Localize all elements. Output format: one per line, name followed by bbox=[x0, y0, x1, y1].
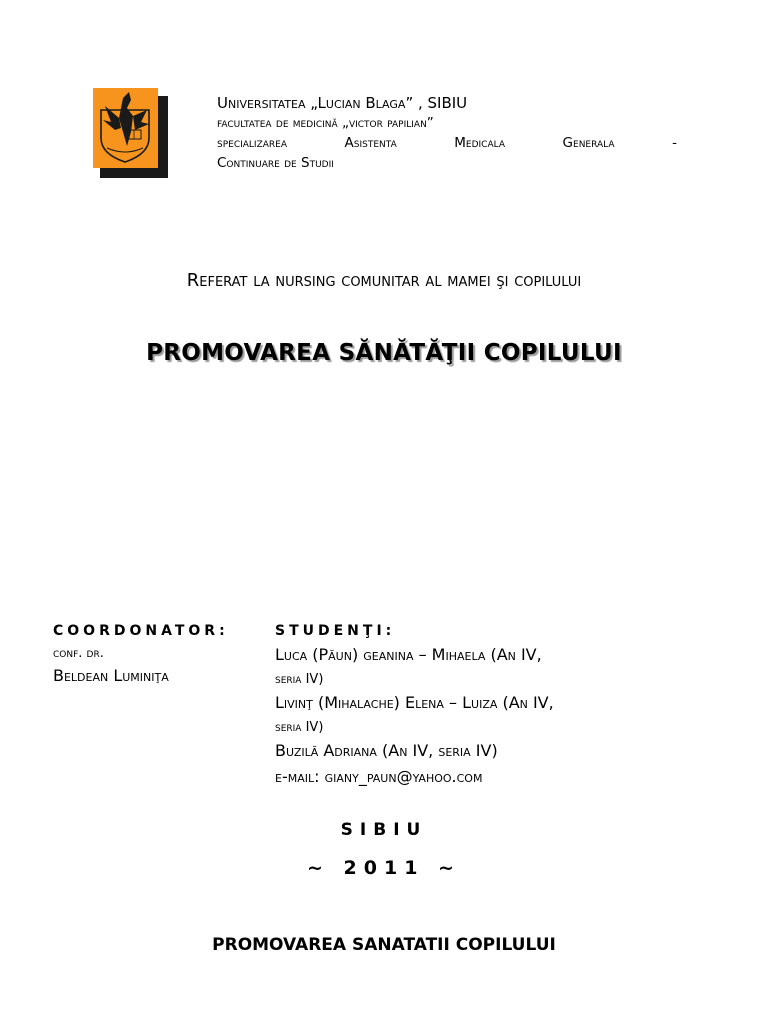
student-2-line-2: seria IV) bbox=[275, 720, 324, 735]
coordinator-name: Beldean Luminiţa bbox=[53, 666, 169, 685]
student-3: Buzilă Adriana (An IV, seria IV) bbox=[275, 741, 498, 760]
footer-title: PROMOVAREA SANATATII COPILULUI bbox=[212, 935, 556, 955]
student-1-line-2: seria IV) bbox=[275, 672, 324, 687]
coordinator-title: conf. dr. bbox=[53, 646, 104, 661]
students-label: STUDENŢI: bbox=[275, 623, 396, 639]
faculty-name: facultatea de medicină „victor papilian” bbox=[217, 115, 434, 131]
specialization-word-3: Medicala bbox=[454, 135, 506, 151]
specialization-word-1: specializarea bbox=[217, 135, 288, 151]
university-logo bbox=[93, 88, 158, 168]
specialization-word-5: - bbox=[672, 135, 677, 151]
city: SIBIU bbox=[340, 820, 428, 840]
contact-email: e-mail: giany_paun@yahoo.com bbox=[275, 767, 483, 786]
specialization-line bbox=[217, 134, 677, 153]
university-name: Universitatea „Lucian Blaga” , SIBIU bbox=[217, 94, 468, 112]
report-subtitle: Referat la nursing comunitar al mamei şi copilului bbox=[186, 270, 582, 291]
student-1-line-1: Luca (Păun) geanina – Mihaela (An IV, bbox=[275, 645, 542, 664]
specialization-word-4: Generala bbox=[562, 135, 615, 151]
report-title: PROMOVAREA SĂNĂTĂŢII COPILULUI bbox=[146, 340, 622, 366]
coordinator-label: COORDONATOR: bbox=[53, 623, 229, 639]
continuation-line: Continuare de Studii bbox=[217, 155, 334, 171]
student-2-line-1: Livinţ (Mihalache) Elena – Luiza (An IV, bbox=[275, 693, 554, 712]
specialization-word-2: Asistenta bbox=[344, 135, 397, 151]
year: ~ 2011 ~ bbox=[307, 857, 461, 879]
eagle-emblem-icon bbox=[93, 88, 158, 168]
